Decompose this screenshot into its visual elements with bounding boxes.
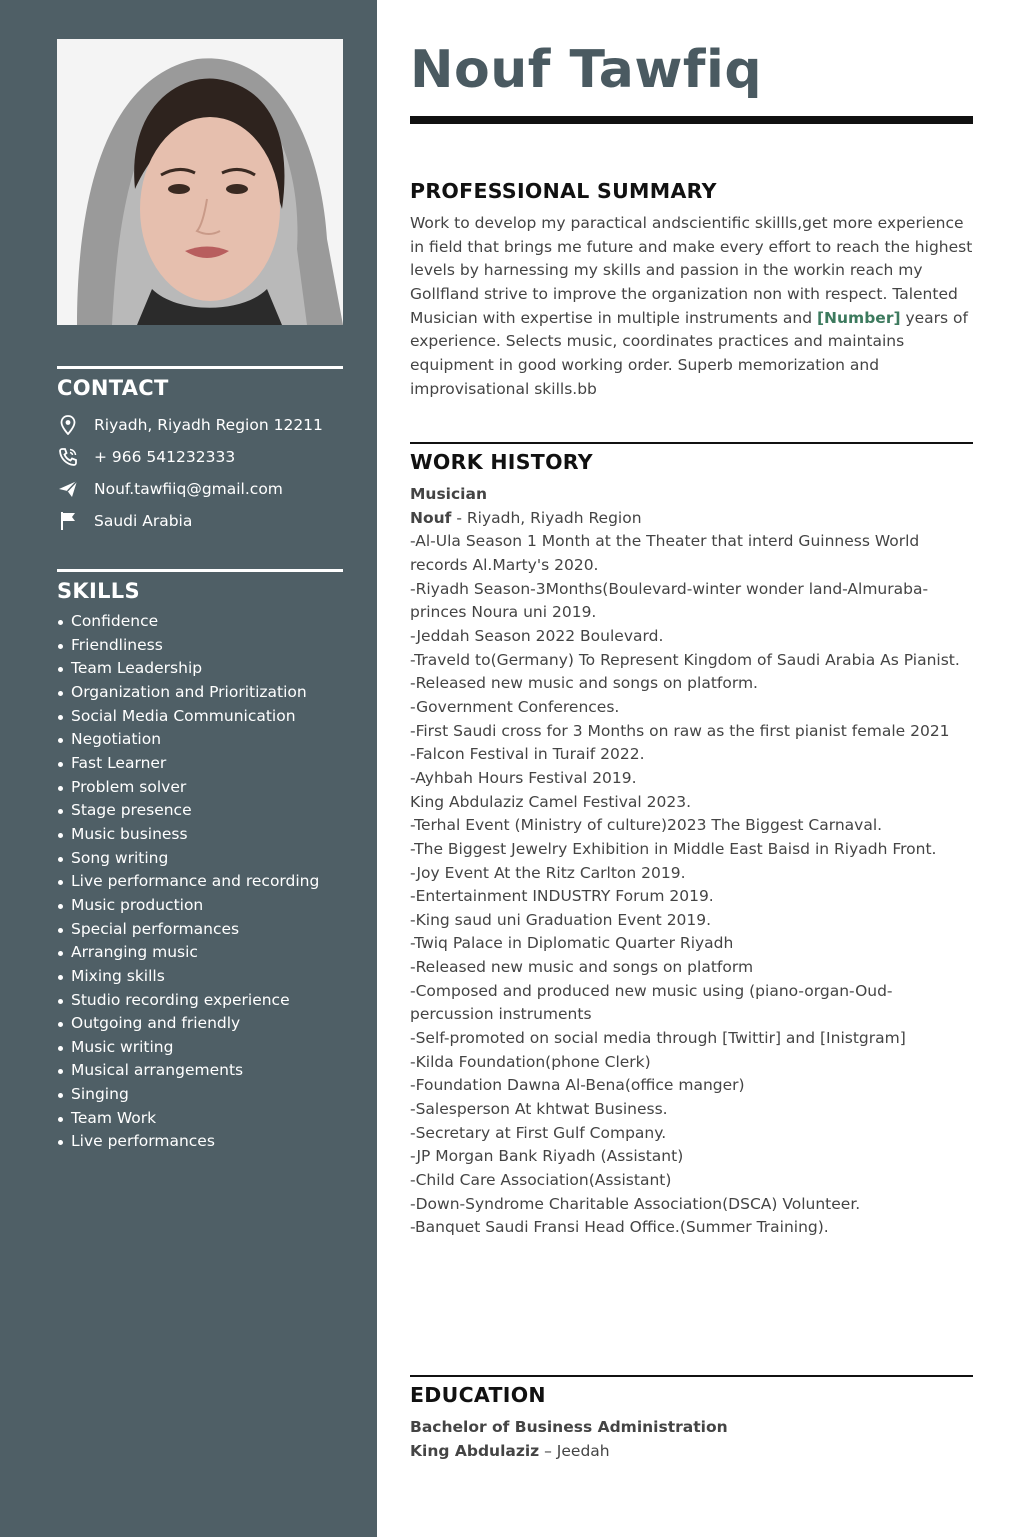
work-history-line: -Riyadh Season-3Months(Boulevard-winter wonder land-Almuraba- bbox=[410, 579, 929, 598]
contact-item-country bbox=[57, 505, 343, 537]
summary-text bbox=[410, 212, 973, 401]
work-history-line: -The Biggest Jewelry Exhibition in Middle East Baisd in Riyadh Front. bbox=[410, 839, 937, 858]
send-icon bbox=[57, 478, 79, 500]
skill-item: Arranging music bbox=[57, 941, 343, 965]
summary-placeholder: [Number] bbox=[816, 308, 901, 327]
work-history-divider bbox=[410, 442, 973, 444]
work-history-line: records Al.Marty's 2020. bbox=[410, 555, 599, 574]
job-employer: Nouf bbox=[410, 508, 452, 527]
skill-item: Live performance and recording bbox=[57, 870, 343, 894]
contact-list bbox=[57, 409, 343, 537]
contact-item-address bbox=[57, 409, 343, 441]
work-history-line: -Banquet Saudi Fransi Head Office.(Summer Training). bbox=[410, 1218, 829, 1237]
work-history-line: -Salesperson At khtwat Business. bbox=[410, 1100, 668, 1119]
skill-item: Confidence bbox=[57, 610, 343, 634]
skill-item: Musical arrangements bbox=[57, 1059, 343, 1083]
work-history-line: -Child Care Association(Assistant) bbox=[410, 1171, 672, 1190]
contact-divider bbox=[57, 366, 343, 369]
work-history-line: -Al-Ula Season 1 Month at the Theater that interd Guinness World bbox=[410, 532, 920, 551]
skill-item: Negotiation bbox=[57, 728, 343, 752]
skills-heading: SKILLS bbox=[57, 579, 140, 603]
work-history-line: -Kilda Foundation(phone Clerk) bbox=[410, 1052, 651, 1071]
education-divider bbox=[410, 1375, 973, 1377]
contact-section bbox=[57, 366, 343, 537]
education-section bbox=[410, 1375, 973, 1463]
work-history-section bbox=[410, 442, 973, 1240]
work-history-line: -Released new music and songs on platform. bbox=[410, 674, 758, 693]
work-history-line: -Down-Syndrome Charitable Association(DSCA) Volunteer. bbox=[410, 1194, 861, 1213]
work-history-line: -Foundation Dawna Al-Bena(office manger) bbox=[410, 1076, 745, 1095]
work-history-line: percussion instruments bbox=[410, 1005, 592, 1024]
skill-item: Song writing bbox=[57, 847, 343, 871]
skill-item: Organization and Prioritization bbox=[57, 681, 343, 705]
skills-section bbox=[57, 569, 343, 1154]
job-location: - Riyadh, Riyadh Region bbox=[451, 508, 642, 527]
candidate-name: Nouf Tawfiq bbox=[410, 40, 763, 100]
summary-text-after: years of experience. Selects music, coordinates practices and maintains equipment in good working order. Superb memorization and improvisational skills.bb bbox=[410, 308, 968, 398]
summary-heading: PROFESSIONAL SUMMARY bbox=[410, 179, 717, 203]
work-history-line: -Twiq Palace in Diplomatic Quarter Riyadh bbox=[410, 934, 734, 953]
skill-item: Mixing skills bbox=[57, 965, 343, 989]
skills-list bbox=[57, 610, 343, 1154]
work-history-line: -JP Morgan Bank Riyadh (Assistant) bbox=[410, 1147, 684, 1166]
flag-icon bbox=[57, 510, 79, 532]
work-history-line: -Self-promoted on social media through [Twittir] and [Inistgram] bbox=[410, 1029, 906, 1048]
skill-item: Problem solver bbox=[57, 776, 343, 800]
education-heading: EDUCATION bbox=[410, 1383, 546, 1407]
work-history-line: King Abdulaziz Camel Festival 2023. bbox=[410, 792, 692, 811]
work-history-line: -Government Conferences. bbox=[410, 697, 620, 716]
skill-item: Live performances bbox=[57, 1130, 343, 1154]
work-history-line: -Entertainment INDUSTRY Forum 2019. bbox=[410, 887, 714, 906]
education-degree: Bachelor of Business Administration bbox=[410, 1418, 728, 1436]
work-history-line: -Traveld to(Germany) To Represent Kingdom of Saudi Arabia As Pianist. bbox=[410, 650, 960, 669]
work-history-heading: WORK HISTORY bbox=[410, 450, 593, 474]
skill-item: Music business bbox=[57, 823, 343, 847]
profile-photo-image bbox=[57, 39, 343, 325]
summary-text-before: Work to develop my paractical andscientific skillls,get more experience in field that brings me future and make every effort to reach the highest levels by harnessing my skills and passion in the workin reach my Gollfland strive to improve the organization non with respect. Talented Musician with expertise in multiple instruments and bbox=[410, 214, 973, 327]
contact-heading: CONTACT bbox=[57, 376, 169, 400]
education-body bbox=[410, 1416, 973, 1463]
work-history-line: -Composed and produced new music using (piano-organ-Oud- bbox=[410, 981, 893, 1000]
contact-email[interactable]: Nouf.tawfiiq@gmail.com bbox=[94, 480, 283, 498]
sidebar bbox=[0, 0, 377, 1537]
education-school: King Abdulaziz bbox=[410, 1441, 540, 1460]
work-history-line: -Falcon Festival in Turaif 2022. bbox=[410, 745, 645, 764]
work-history-line: -First Saudi cross for 3 Months on raw as the first pianist female 2021 bbox=[410, 721, 950, 740]
skill-item: Stage presence bbox=[57, 799, 343, 823]
contact-address: Riyadh, Riyadh Region 12211 bbox=[94, 416, 323, 434]
work-history-line: -Terhal Event (Ministry of culture)2023 The Biggest Carnaval. bbox=[410, 816, 883, 835]
skill-item: Fast Learner bbox=[57, 752, 343, 776]
work-history-line: -Secretary at First Gulf Company. bbox=[410, 1123, 667, 1142]
phone-icon bbox=[57, 446, 79, 468]
name-divider bbox=[410, 116, 973, 124]
work-history-list bbox=[410, 530, 973, 1240]
job-employer-line bbox=[410, 507, 973, 531]
education-location: – Jeedah bbox=[539, 1441, 610, 1460]
skill-item: Social Media Communication bbox=[57, 705, 343, 729]
work-history-line: -Jeddah Season 2022 Boulevard. bbox=[410, 626, 664, 645]
education-school-line bbox=[410, 1440, 973, 1464]
contact-country: Saudi Arabia bbox=[94, 512, 193, 530]
skill-item: Singing bbox=[57, 1083, 343, 1107]
contact-item-email bbox=[57, 473, 343, 505]
work-history-line: princes Noura uni 2019. bbox=[410, 603, 597, 622]
work-history-line: -King saud uni Graduation Event 2019. bbox=[410, 910, 712, 929]
job-title: Musician bbox=[410, 485, 487, 503]
skill-item: Music writing bbox=[57, 1036, 343, 1060]
skill-item: Team Work bbox=[57, 1107, 343, 1131]
skill-item: Music production bbox=[57, 894, 343, 918]
work-history-line: -Ayhbah Hours Festival 2019. bbox=[410, 768, 637, 787]
skill-item: Studio recording experience bbox=[57, 989, 343, 1013]
skill-item: Team Leadership bbox=[57, 657, 343, 681]
contact-phone: + 966 541232333 bbox=[94, 448, 236, 466]
work-history-line: -Joy Event At the Ritz Carlton 2019. bbox=[410, 863, 686, 882]
skill-item: Outgoing and friendly bbox=[57, 1012, 343, 1036]
skills-divider bbox=[57, 569, 343, 572]
summary-section bbox=[410, 178, 973, 401]
location-pin-icon bbox=[57, 414, 79, 436]
work-history-body bbox=[410, 483, 973, 1240]
profile-photo bbox=[57, 39, 343, 325]
skill-item: Special performances bbox=[57, 918, 343, 942]
skill-item: Friendliness bbox=[57, 634, 343, 658]
work-history-line: -Released new music and songs on platform bbox=[410, 958, 754, 977]
contact-item-phone bbox=[57, 441, 343, 473]
